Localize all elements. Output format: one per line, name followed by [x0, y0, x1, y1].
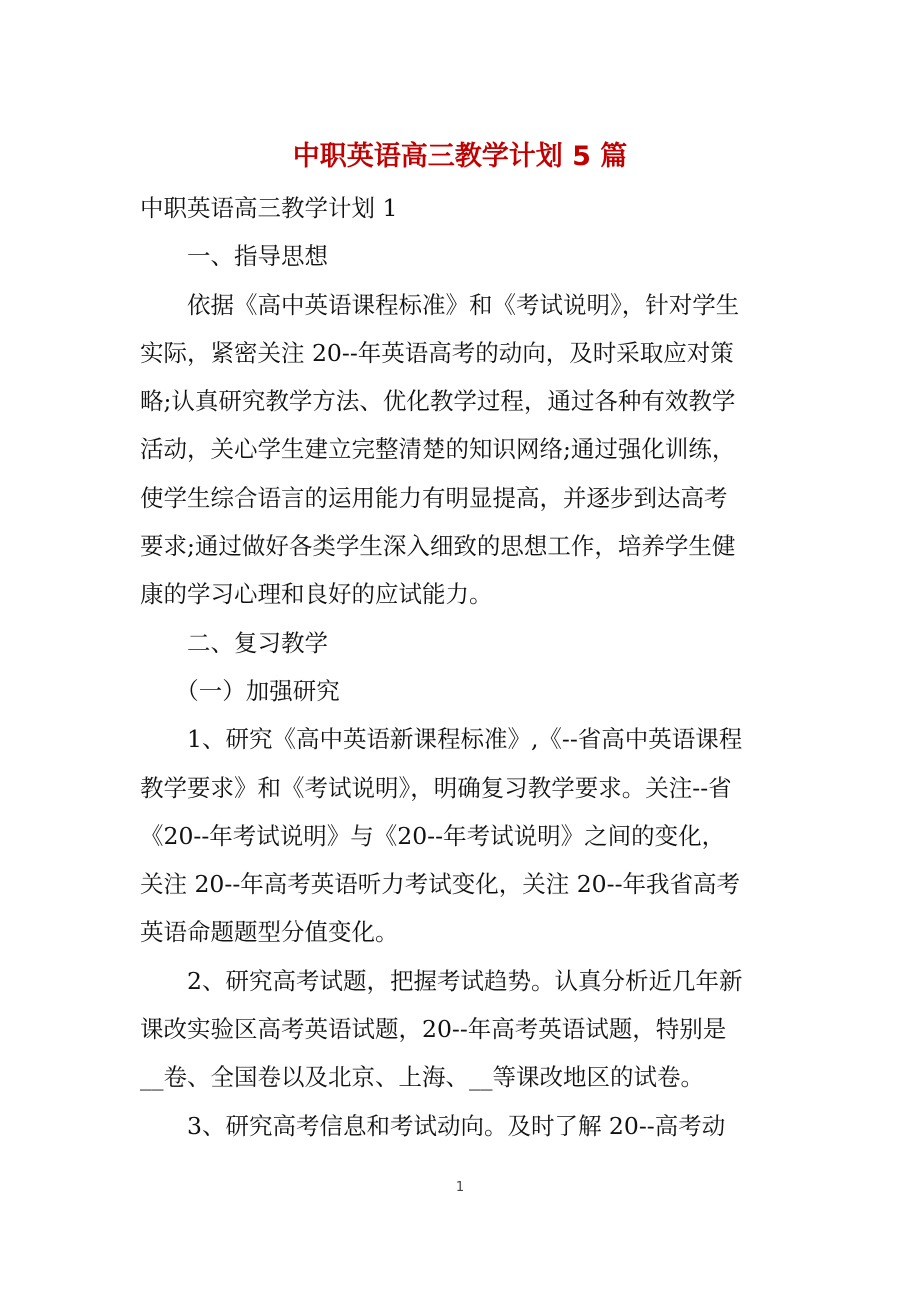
document-title: 中职英语高三教学计划 5 篇: [292, 141, 628, 172]
page-number: 1: [455, 1180, 465, 1195]
text-line: 中职英语高三教学计划 1: [140, 194, 398, 222]
text-line: 使学生综合语言的运用能力有明显提高，并逐步到达高考: [140, 483, 728, 512]
text-line: 关注 20--年高考英语听力考试变化，关注 20--年我省高考: [140, 870, 741, 899]
text-line: 依据《高中英语课程标准》和《考试说明》，针对学生: [140, 290, 740, 319]
text-line: 课改实验区高考英语试题，20--年高考英语试题，特别是: [140, 1015, 727, 1044]
text-line: 《20--年考试说明》与《20--年考试说明》之间的变化，: [140, 821, 726, 850]
text-line: __卷、全国卷以及北京、上海、__等课改地区的试卷。: [140, 1063, 704, 1092]
text-line: 教学要求》和《考试说明》，明确复习教学要求。关注--省: [140, 773, 732, 802]
text-line: 要求;通过做好各类学生深入细致的思想工作，培养学生健: [140, 532, 736, 561]
text-line: 二、复习教学: [140, 628, 328, 657]
text-line: （一）加强研究: [140, 676, 340, 705]
text-line: 康的学习心理和良好的应试能力。: [140, 580, 493, 609]
text-line: 英语命题题型分值变化。: [140, 918, 399, 947]
text-line: 略;认真研究教学方法、优化教学过程，通过各种有效教学: [140, 387, 736, 416]
document-body: [140, 184, 780, 1150]
text-line: 一、指导思想: [140, 242, 328, 271]
text-line: 实际，紧密关注 20--年英语高考的动向，及时采取应对策: [140, 338, 734, 367]
text-line: 1、研究《高中英语新课程标准》,《--省高中英语课程: [140, 725, 743, 754]
text-line: 3、研究高考信息和考试动向。及时了解 20--高考动: [140, 1111, 726, 1140]
text-line: 活动，关心学生建立完整清楚的知识网络;通过强化训练，: [140, 435, 736, 464]
text-line: 2、研究高考试题，把握考试趋势。认真分析近几年新: [140, 966, 743, 995]
